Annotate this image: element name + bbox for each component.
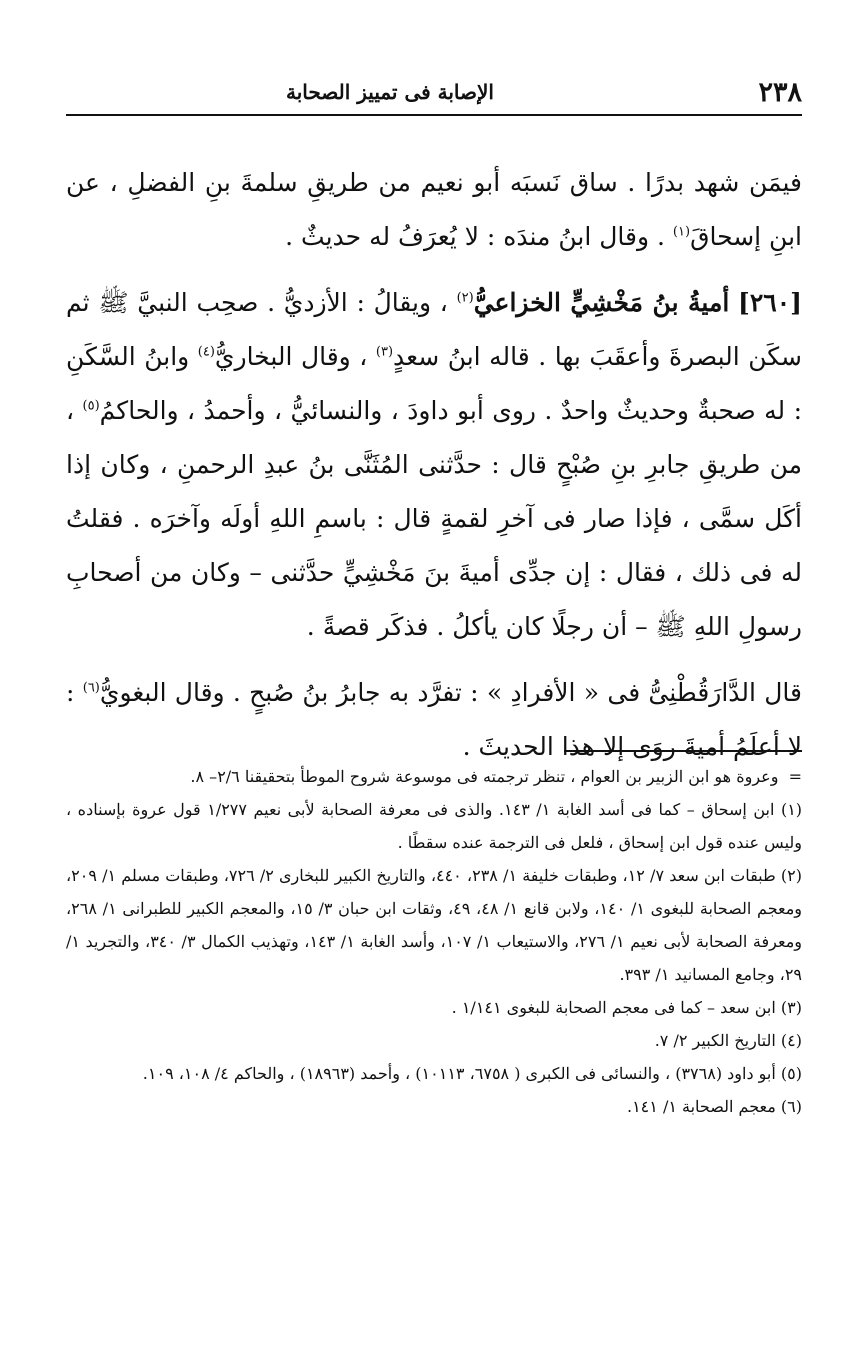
footnote-ref-6: (٦) <box>82 680 100 696</box>
paragraph-1-tail: . وقال ابنُ مندَه : لا يُعرَفُ له حديثٌ . <box>285 222 665 251</box>
footnote-ref-2: (٢) <box>456 290 474 306</box>
footnote-label: (٦) <box>780 1097 802 1116</box>
footnote-ref-1: (١) <box>672 224 691 240</box>
footnote-text: التاريخ الكبير ٢/ ٧. <box>654 1031 776 1050</box>
paragraph-1-text: فيمَن شهد بدرًا . ساق نَسبَه أبو نعيم من طريقِ سلمةَ بنِ الفضلِ ، عن ابنِ إسحاقَ <box>66 168 802 251</box>
footnote-text: أبو داود (٣٧٦٨) ، والنسائى فى الكبرى ( ٦٧٥٨، ١٠١١٣) ، وأحمد (١٨٩٦٣) ، والحاكم ٤/ ١٠٨، ١٠٩. <box>142 1064 776 1083</box>
footnotes <box>66 760 802 1123</box>
footnote-2 <box>66 859 802 991</box>
footnote-label: = <box>788 767 802 786</box>
footnote-5 <box>66 1057 802 1090</box>
footnote-ref-3: (٣) <box>375 344 394 360</box>
page-number: ٢٣٨ <box>758 76 802 108</box>
footnote-4 <box>66 1024 802 1057</box>
main-text <box>66 156 802 786</box>
footnote-label: (٤) <box>780 1031 802 1050</box>
entry-260 <box>66 276 802 654</box>
footnote-label: (٥) <box>780 1064 802 1083</box>
entry-name: أميةُ بنُ مَخْشِيٍّ الخزاعيُّ <box>473 288 730 317</box>
paragraph-3 <box>66 666 802 774</box>
footnote-text: معجم الصحابة ١/ ١٤١. <box>626 1097 776 1116</box>
footnote-text: طبقات ابن سعد ٧/ ١٢، وطبقات خليفة ١/ ٢٣٨، ٤٤٠، والتاريخ الكبير للبخارى ٢/ ٧٢٦، وطبقات مسلم ١/ ٢٠٩، ومعجم الصحابة للبغوى ١/ ١٤٠، ولابن قانع ١/ ٤٨، ٤٩، وثقات ابن حبان ٣/ ١٥، والمعجم الكبير للطبرانى ١/ ٢٦٨، ومعرفة الصحابة لأبى نعيم ١/ ٢٧٦، والاستيعاب ١/ ١٠٧، وأسد الغابة ١/ ١٤٣، وتهذيب الكمال ٣/ ٣٤٠، والتجريد ١/ ٢٩، وجامع المسانيد ١/ ٣٩٣. <box>66 866 803 984</box>
footnote-6 <box>66 1090 802 1123</box>
entry-text-a: ، ويقالُ : الأزديُّ . صحِب النبيَّ ﷺ ثم سكَن البصرةَ وأعقَبَ بها . قاله ابنُ سعدٍ <box>66 288 803 371</box>
footnote-ref-5: (٥) <box>82 398 100 414</box>
entry-text-b: ، وقال البخاريُّ <box>214 342 368 371</box>
footnote-ref-4: (٤) <box>197 344 215 360</box>
footnote-text: ابن سعد – كما فى معجم الصحابة للبغوى ١/١٤١ . <box>451 998 776 1017</box>
footnote-label: (١) <box>780 800 803 819</box>
entry-text-d: ، من طريقِ جابرِ بنِ صُبْحٍ قال : حدَّثنى المُثَنَّى بنُ عبدِ الرحمنِ ، وكان إذا أكَل سمَّى ، فإذا صار فى آخرِ لقمةٍ قال : باسمِ اللهِ أولَه وآخرَه . فقلتُ له فى ذلك ، فقال : إن جدِّى أميةَ بنَ مَخْشِيٍّ حدَّثنى – وكان من أصحابِ رسولِ اللهِ ﷺ – أن رجلًا كان يأكلُ . فذكَر قصةً . <box>66 396 803 641</box>
footnote-continued <box>66 760 802 793</box>
running-title: الإصابة فى تمييز الصحابة <box>286 80 494 104</box>
footnote-text: وعروة هو ابن الزبير بن العوام ، تنظر ترجمته فى موسوعة شروح الموطأ بتحقيقنا ٢/٦– ٨. <box>190 767 779 786</box>
paragraph-3-tail: : لا أعلَمُ أميةَ روَى إلا هذا الحديثَ . <box>66 678 802 761</box>
entry-text-c: وابنُ السَّكَنِ : له صحبةٌ وحديثٌ واحدٌ . روى أبو داودَ ، والنسائيُّ ، وأحمدُ ، والحاكمُ <box>66 342 802 425</box>
paragraph-1 <box>66 156 802 264</box>
paragraph-3-text: قال الدَّارَقُطْنِىُّ فى « الأفرادِ » : تفرَّد به جابرُ بنُ صُبحٍ . وقال البغويُّ <box>99 678 802 707</box>
entry-number: [٢٦٠] <box>738 288 803 317</box>
footnote-label: (٢) <box>780 866 802 885</box>
footnote-3 <box>66 991 802 1024</box>
footnote-text: ابن إسحاق – كما فى أسد الغابة ١/ ١٤٣. والذى فى معرفة الصحابة لأبى نعيم ١/٢٧٧ قول عروة بإسناده ، وليس عنده قول ابن إسحاق ، فلعل فى الترجمة عنده سقطًا . <box>66 800 802 852</box>
footnote-divider <box>564 750 802 752</box>
page-header <box>66 70 802 116</box>
footnote-1 <box>66 793 802 859</box>
footnote-label: (٣) <box>780 998 802 1017</box>
